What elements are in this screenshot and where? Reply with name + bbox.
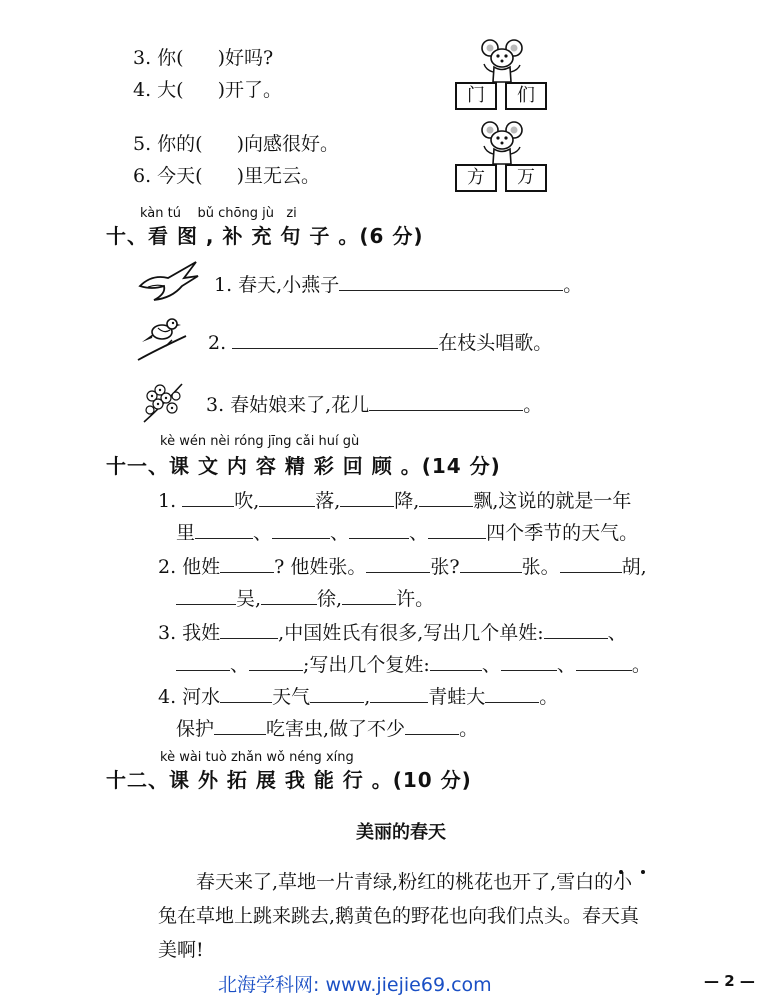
answer-blank[interactable]	[339, 272, 563, 291]
answer-blank[interactable]	[232, 330, 438, 349]
answer-blank[interactable]	[370, 684, 428, 703]
answer-blank[interactable]	[176, 586, 236, 605]
question-11-2-line2: 吴, 徐, 许。	[176, 586, 434, 611]
flower-branch-icon	[138, 376, 188, 426]
char-box-men-plural: 们	[505, 82, 547, 110]
swallow-icon	[138, 260, 200, 306]
section-10-heading: 十、看 图 , 补 充 句 子 。(6 分)	[106, 224, 424, 248]
question-10-3: 3. 春姑娘来了,花儿 。	[206, 394, 543, 416]
char-box-men: 门	[455, 82, 497, 110]
answer-blank[interactable]	[249, 652, 303, 671]
passage-title: 美丽的春天	[356, 822, 446, 843]
question-11-3-line1: 3. 我姓 ,中国姓氏有很多,写出几个单姓: 、	[158, 622, 627, 644]
answer-blank[interactable]	[272, 520, 330, 539]
answer-blank[interactable]	[419, 488, 473, 507]
answer-blank[interactable]	[369, 392, 523, 411]
answer-blank[interactable]	[340, 488, 394, 507]
answer-blank[interactable]	[460, 554, 522, 573]
question-9-5: 5. 你的( )向感很好。	[133, 133, 340, 155]
question-11-2-line1: 2. 他姓 ? 他姓张。 张? 张。 胡,	[158, 556, 647, 578]
section-11-heading: 十一、课 文 内 容 精 彩 回 顾 。(14 分)	[106, 454, 501, 478]
answer-blank[interactable]	[342, 586, 396, 605]
answer-blank[interactable]	[259, 488, 315, 507]
question-9-3: 3. 你( )好吗?	[133, 47, 274, 69]
watermark-link[interactable]: 北海学科网: www.jiejie69.com	[218, 974, 492, 996]
section-10-pinyin: kàn tú bǔ chōng jù zi	[140, 206, 297, 221]
answer-blank[interactable]	[576, 652, 632, 671]
answer-blank[interactable]	[310, 684, 364, 703]
emphasis-dot	[641, 870, 645, 874]
answer-blank[interactable]	[349, 520, 409, 539]
question-11-1-line1: 1. 吹, 落, 降, 飘,这说的就是一年	[158, 490, 632, 512]
section-12-heading: 十二、课 外 拓 展 我 能 行 。(10 分)	[106, 768, 472, 792]
answer-blank[interactable]	[405, 716, 459, 735]
answer-blank[interactable]	[220, 620, 278, 639]
answer-blank[interactable]	[261, 586, 317, 605]
answer-blank[interactable]	[195, 520, 253, 539]
question-11-3-line2: 、 ;写出几个复姓: 、 、 。	[176, 652, 651, 677]
answer-blank[interactable]	[176, 652, 230, 671]
mouse-icon	[478, 120, 526, 166]
question-11-4-line1: 4. 河水 天气 , 青蛙大 。	[158, 686, 559, 708]
answer-blank[interactable]	[428, 520, 486, 539]
answer-blank[interactable]	[182, 488, 234, 507]
question-11-1-line2: 里 、 、 、 四个季节的天气。	[176, 522, 639, 544]
question-11-4-line2: 保护 吃害虫,做了不少 。	[176, 718, 479, 740]
answer-blank[interactable]	[430, 652, 482, 671]
answer-blank[interactable]	[366, 554, 430, 573]
answer-blank[interactable]	[501, 652, 557, 671]
question-10-2: 2. 在枝头唱歌。	[208, 332, 553, 354]
passage-line-2: 兔在草地上跳来跳去,鹅黄色的野花也向我们点头。春天真	[158, 905, 640, 927]
passage-line-1: 春天来了,草地一片青绿,粉红的桃花也开了,雪白的小	[196, 871, 633, 893]
section-12-pinyin: kè wài tuò zhǎn wǒ néng xíng	[160, 750, 354, 765]
char-box-wan: 万	[505, 164, 547, 192]
answer-blank[interactable]	[214, 716, 266, 735]
question-9-6: 6. 今天( )里无云。	[133, 165, 321, 187]
question-9-4: 4. 大( )开了。	[133, 79, 283, 101]
page-number: — 2 —	[704, 972, 755, 990]
passage-line-3: 美啊!	[158, 939, 204, 961]
answer-blank[interactable]	[544, 620, 608, 639]
answer-blank[interactable]	[220, 554, 274, 573]
answer-blank[interactable]	[485, 684, 539, 703]
mouse-icon	[478, 38, 526, 84]
bird-on-branch-icon	[136, 314, 188, 364]
char-box-fang: 方	[455, 164, 497, 192]
question-10-1: 1. 春天,小燕子 。	[214, 274, 583, 296]
answer-blank[interactable]	[560, 554, 622, 573]
section-11-pinyin: kè wén nèi róng jīng cǎi huí gù	[160, 434, 360, 449]
answer-blank[interactable]	[220, 684, 272, 703]
